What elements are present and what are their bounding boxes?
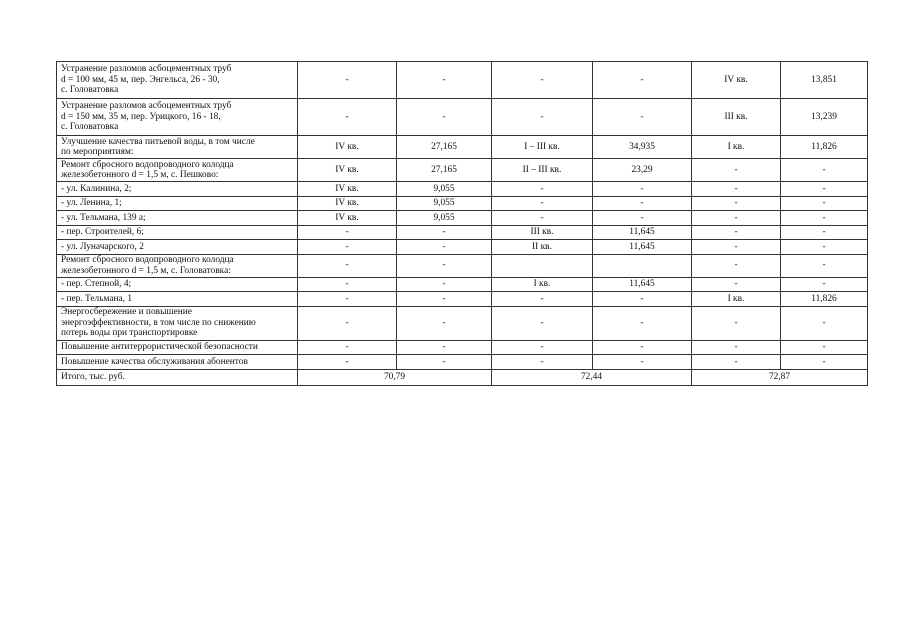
table-cell: I кв. — [692, 292, 781, 307]
table-cell: - — [692, 254, 781, 277]
table-cell: - — [397, 240, 492, 255]
total-value: 72,44 — [492, 369, 692, 385]
plan-table — [56, 61, 868, 386]
row-description: Энергосбережение и повышение энергоэффективности, в том числе по снижению потерь воды при транспортировке — [57, 306, 298, 340]
table-cell: I кв. — [492, 277, 593, 292]
table-cell: - — [593, 182, 692, 197]
table-cell: 9,055 — [397, 182, 492, 197]
row-description: Устранение разломов асбоцементных труб d = 100 мм, 45 м, пер. Энгельса, 26 - 30, с. Головатовка — [57, 62, 298, 99]
table-cell: 23,29 — [593, 159, 692, 182]
row-description: - ул. Калинина, 2; — [57, 182, 298, 197]
row-description: - ул. Луначарского, 2 — [57, 240, 298, 255]
row-description: Улучшение качества питьевой воды, в том числе по мероприятиям: — [57, 136, 298, 159]
row-description: - ул. Тельмана, 139 а; — [57, 211, 298, 226]
table-cell: - — [397, 340, 492, 355]
table-row — [57, 196, 868, 211]
table-row — [57, 355, 868, 370]
table-cell: II – III кв. — [492, 159, 593, 182]
table-cell: - — [492, 340, 593, 355]
table-cell: - — [781, 182, 868, 197]
table-cell — [492, 254, 593, 277]
table-cell: - — [593, 62, 692, 99]
table-cell: 13,239 — [781, 99, 868, 136]
table-cell: 27,165 — [397, 159, 492, 182]
table-cell: I – III кв. — [492, 136, 593, 159]
table-cell: - — [692, 196, 781, 211]
table-cell: - — [492, 211, 593, 226]
table-cell: II кв. — [492, 240, 593, 255]
table-cell: - — [593, 196, 692, 211]
table-row — [57, 159, 868, 182]
table-cell: - — [692, 240, 781, 255]
table-cell: - — [593, 99, 692, 136]
table-cell: - — [298, 240, 397, 255]
total-value: 72,87 — [692, 369, 868, 385]
table-cell: - — [492, 355, 593, 370]
table-row — [57, 292, 868, 307]
table-cell: - — [692, 211, 781, 226]
table-cell: - — [781, 340, 868, 355]
table-cell: - — [298, 292, 397, 307]
table-row — [57, 182, 868, 197]
table-cell: 27,165 — [397, 136, 492, 159]
row-description: - пер. Степной, 4; — [57, 277, 298, 292]
table-row — [57, 340, 868, 355]
table-cell: 13,851 — [781, 62, 868, 99]
table-cell: - — [492, 292, 593, 307]
table-cell: 9,055 — [397, 211, 492, 226]
table-cell: - — [781, 240, 868, 255]
table-cell: - — [397, 99, 492, 136]
table-row — [57, 254, 868, 277]
table-cell: - — [692, 277, 781, 292]
row-description: Ремонт сбросного водопроводного колодца железобетонного d = 1,5 м, с. Пешково: — [57, 159, 298, 182]
table-cell: - — [692, 355, 781, 370]
table-cell: - — [593, 211, 692, 226]
table-cell: - — [593, 355, 692, 370]
row-description: Повышение качества обслуживания абонентов — [57, 355, 298, 370]
total-value: 70,79 — [298, 369, 492, 385]
table-cell: - — [397, 355, 492, 370]
table-cell: - — [298, 62, 397, 99]
table-cell: III кв. — [692, 99, 781, 136]
table-cell: - — [593, 306, 692, 340]
table-cell: - — [298, 99, 397, 136]
row-description: Ремонт сбросного водопроводного колодца железобетонного d = 1,5 м, с. Головатовка: — [57, 254, 298, 277]
plan-table-body — [57, 62, 868, 386]
table-cell: - — [781, 306, 868, 340]
table-cell: - — [692, 225, 781, 240]
table-cell: - — [397, 254, 492, 277]
table-cell: IV кв. — [298, 159, 397, 182]
table-cell: - — [781, 225, 868, 240]
table-cell: - — [298, 340, 397, 355]
table-cell: IV кв. — [298, 196, 397, 211]
table-row — [57, 62, 868, 99]
table-cell: - — [781, 211, 868, 226]
table-cell: I кв. — [692, 136, 781, 159]
table-cell: - — [781, 355, 868, 370]
table-row — [57, 277, 868, 292]
row-description: Устранение разломов асбоцементных труб d = 150 мм, 35 м, пер. Урицкого, 16 - 18, с. Головатовка — [57, 99, 298, 136]
table-cell: - — [492, 99, 593, 136]
table-cell: 11,826 — [781, 292, 868, 307]
table-cell: III кв. — [492, 225, 593, 240]
row-description: - пер. Строителей, 6; — [57, 225, 298, 240]
table-cell: - — [492, 62, 593, 99]
table-cell: - — [781, 196, 868, 211]
table-cell: 11,826 — [781, 136, 868, 159]
table-row — [57, 240, 868, 255]
row-description: - ул. Ленина, 1; — [57, 196, 298, 211]
table-row — [57, 306, 868, 340]
row-description: - пер. Тельмана, 1 — [57, 292, 298, 307]
table-cell: 9,055 — [397, 196, 492, 211]
row-description: Повышение антитеррористической безопасности — [57, 340, 298, 355]
table-cell: - — [692, 159, 781, 182]
table-cell: - — [298, 306, 397, 340]
table-cell: - — [492, 196, 593, 211]
total-label: Итого, тыс. руб. — [57, 369, 298, 385]
table-cell: - — [492, 182, 593, 197]
table-row — [57, 225, 868, 240]
table-cell: - — [692, 182, 781, 197]
table-cell: - — [397, 306, 492, 340]
table-cell: - — [298, 355, 397, 370]
table-cell: 11,645 — [593, 277, 692, 292]
table-row — [57, 211, 868, 226]
table-cell: - — [298, 254, 397, 277]
table-cell: - — [492, 306, 593, 340]
table-cell: IV кв. — [298, 211, 397, 226]
table-cell: - — [692, 306, 781, 340]
table-cell: 11,645 — [593, 225, 692, 240]
table-cell: - — [397, 292, 492, 307]
table-row — [57, 136, 868, 159]
table-cell: IV кв. — [692, 62, 781, 99]
total-row — [57, 369, 868, 385]
table-cell: - — [593, 340, 692, 355]
table-cell: - — [593, 292, 692, 307]
table-cell: - — [298, 225, 397, 240]
table-row — [57, 99, 868, 136]
table-cell: - — [298, 277, 397, 292]
table-cell — [593, 254, 692, 277]
table-cell: - — [397, 277, 492, 292]
table-cell: - — [397, 62, 492, 99]
table-cell: - — [397, 225, 492, 240]
table-cell: - — [781, 254, 868, 277]
table-cell: IV кв. — [298, 136, 397, 159]
table-cell: - — [781, 277, 868, 292]
table-cell: 34,935 — [593, 136, 692, 159]
table-cell: - — [781, 159, 868, 182]
table-cell: 11,645 — [593, 240, 692, 255]
table-cell: - — [692, 340, 781, 355]
table-cell: IV кв. — [298, 182, 397, 197]
